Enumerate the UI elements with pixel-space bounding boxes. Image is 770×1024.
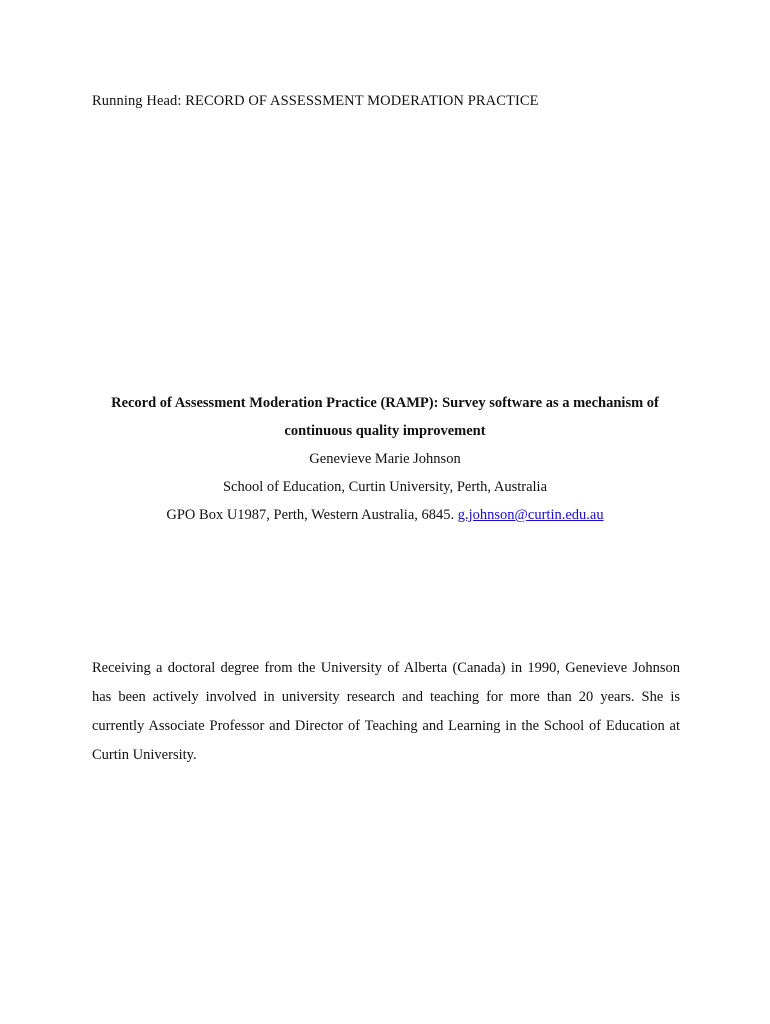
running-head: Running Head: RECORD OF ASSESSMENT MODERATION PRACTICE [92,93,539,109]
title-block [80,389,690,529]
author-bio: Receiving a doctoral degree from the University of Alberta (Canada) in 1990, Genevieve Johnson has been actively involved in university research and teaching for more than 20 years. She is currently Associate Professor and Director of Teaching and Learning in the School of Education at Curtin University. [92,660,680,763]
author-address-line [80,501,690,529]
author-address: GPO Box U1987, Perth, Western Australia, 6845. [166,507,455,523]
paper-title [80,389,690,445]
author-name: Genevieve Marie Johnson [309,451,461,467]
author-email-link[interactable]: g.johnson@curtin.edu.au [457,507,604,523]
author-affiliation: School of Education, Curtin University, Perth, Australia [222,479,548,495]
paper-title-line-1: Record of Assessment Moderation Practice (RAMP): Survey software as a mechanism of [111,395,659,411]
paper-title-line-2: continuous quality improvement [284,423,486,439]
